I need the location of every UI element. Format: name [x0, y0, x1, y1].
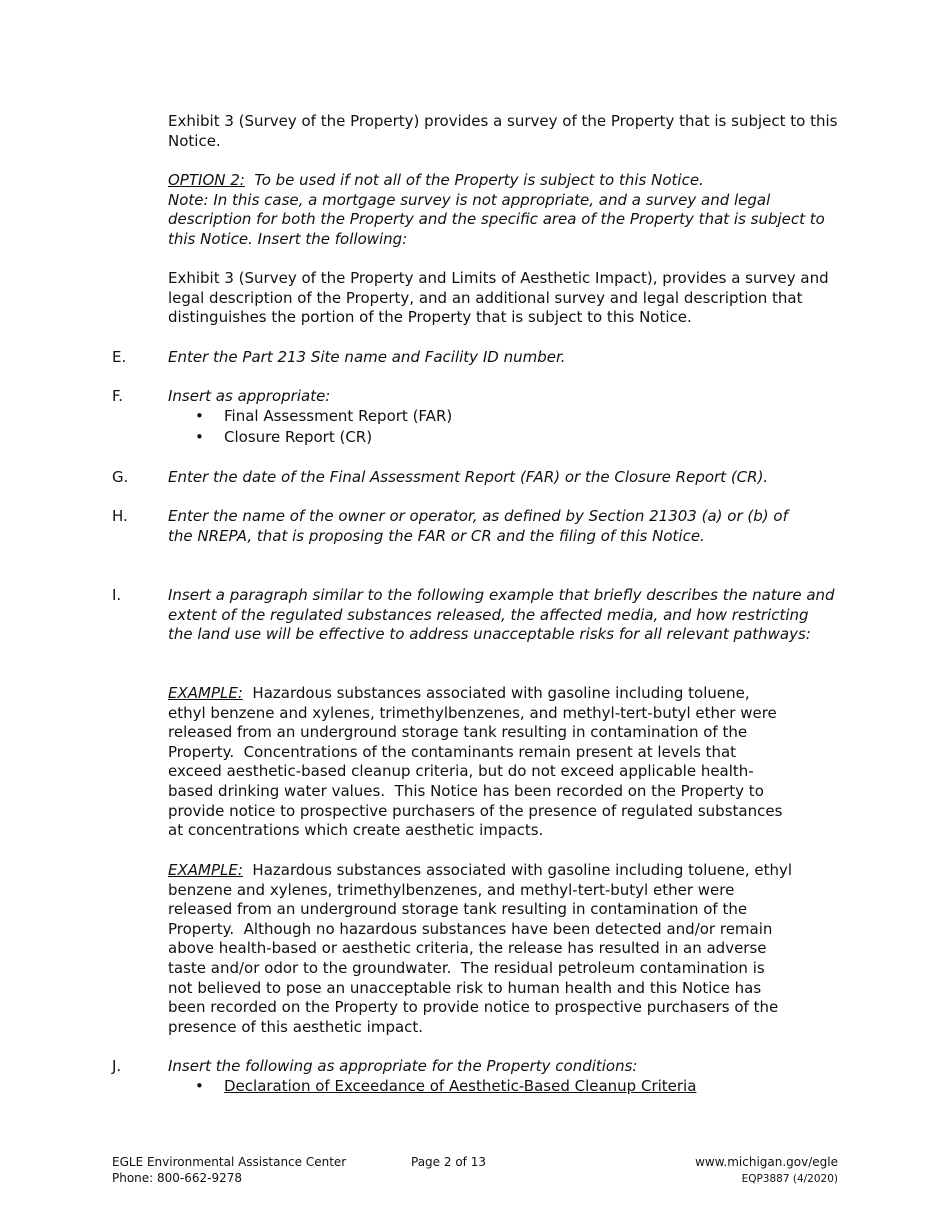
option2-note: Note: In this case, a mortgage survey is not appropriate, and a survey and legal description for both the Property and the specific area of the Property that is subject to this Notice. Insert the following:	[168, 190, 825, 248]
item-g-text: Enter the date of the Final Assessment Report (FAR) or the Closure Report (CR).	[168, 468, 769, 486]
item-f-bullet-list	[195, 407, 452, 448]
item-j-label: J.	[112, 1057, 122, 1075]
option2-heading: To be used if not all of the Property is subject to this Notice.	[244, 171, 704, 189]
list-item: • Declaration of Exceedance of Aesthetic-Based Cleanup Criteria	[195, 1077, 696, 1098]
example-1-paragraph	[168, 684, 788, 841]
item-i-label: I.	[112, 586, 122, 604]
option2-label: OPTION 2:	[168, 171, 245, 189]
item-j-bullet-list	[195, 1077, 696, 1098]
example-2-text: Hazardous substances associated with gasoline including toluene, ethyl benzene and xylenes, trimethylbenzenes, and methyl-tert-butyl ether were released from an underground storage tank resulting in contamination of the Property. Although no hazardous substances have been detected and/or remain above health-based or aesthetic criteria, the release has resulted in an adverse taste and/or odor to the groundwater. The residual petroleum contamination is not believed to pose an unacceptable risk to human health and this Notice has been recorded on the Property to provide notice to prospective purchasers of the presence of this aesthetic impact.	[168, 861, 797, 1036]
footer-page-number: Page 2 of 13	[411, 1155, 486, 1169]
example-1-label: EXAMPLE:	[168, 684, 243, 702]
item-f-label: F.	[112, 387, 123, 405]
example-2-paragraph	[168, 861, 797, 1037]
option2-paragraph	[168, 171, 828, 249]
footer-form-id: EQP3887 (4/2020)	[741, 1173, 838, 1185]
footer-url[interactable]: www.michigan.gov/egle	[695, 1155, 838, 1169]
item-i-text: Insert a paragraph similar to the following example that briefly describes the nature and extent of the regulated substances released, the affected media, and how restricting the land use will be effective to address unacceptable risks for all relevant pathways:	[168, 586, 835, 644]
item-e-label: E.	[112, 348, 127, 366]
list-item: • Closure Report (CR)	[195, 428, 452, 449]
example-1-text: Hazardous substances associated with gasoline including toluene, ethyl benzene and xylenes, trimethylbenzenes, and methyl-tert-butyl ether were released from an underground storage tank resulting in contamination of the Property. Concentrations of the contaminants remain present at levels that exceed aesthetic-based cleanup criteria, but do not exceed applicable health-based drinking water values. This Notice has been recorded on the Property to provide notice to prospective purchasers of the presence of regulated substances at concentrations which create aesthetic impacts.	[168, 684, 788, 840]
item-g-label: G.	[112, 468, 129, 486]
footer-org: EGLE Environmental Assistance Center	[112, 1155, 347, 1169]
exhibit-option2-paragraph: Exhibit 3 (Survey of the Property and Limits of Aesthetic Impact), provides a survey and legal description of the Property, and an additional survey and legal description that distinguishes the portion of the Property that is subject to this Notice.	[168, 269, 829, 327]
item-e-text: Enter the Part 213 Site name and Facility ID number.	[168, 348, 566, 366]
list-item: • Final Assessment Report (FAR)	[195, 407, 452, 428]
exhibit-option1-paragraph: Exhibit 3 (Survey of the Property) provides a survey of the Property that is subject to this Notice.	[168, 112, 838, 150]
item-h-text: Enter the name of the owner or operator, as defined by Section 21303 (a) or (b) of the NREPA, that is proposing the FAR or CR and the filing of this Notice.	[168, 507, 788, 545]
footer-phone: Phone: 800-662-9278	[112, 1171, 243, 1185]
item-j-text: Insert the following as appropriate for the Property conditions:	[168, 1057, 638, 1075]
example-2-label: EXAMPLE:	[168, 861, 243, 879]
item-f-text: Insert as appropriate:	[168, 387, 331, 405]
item-h-label: H.	[112, 507, 128, 525]
